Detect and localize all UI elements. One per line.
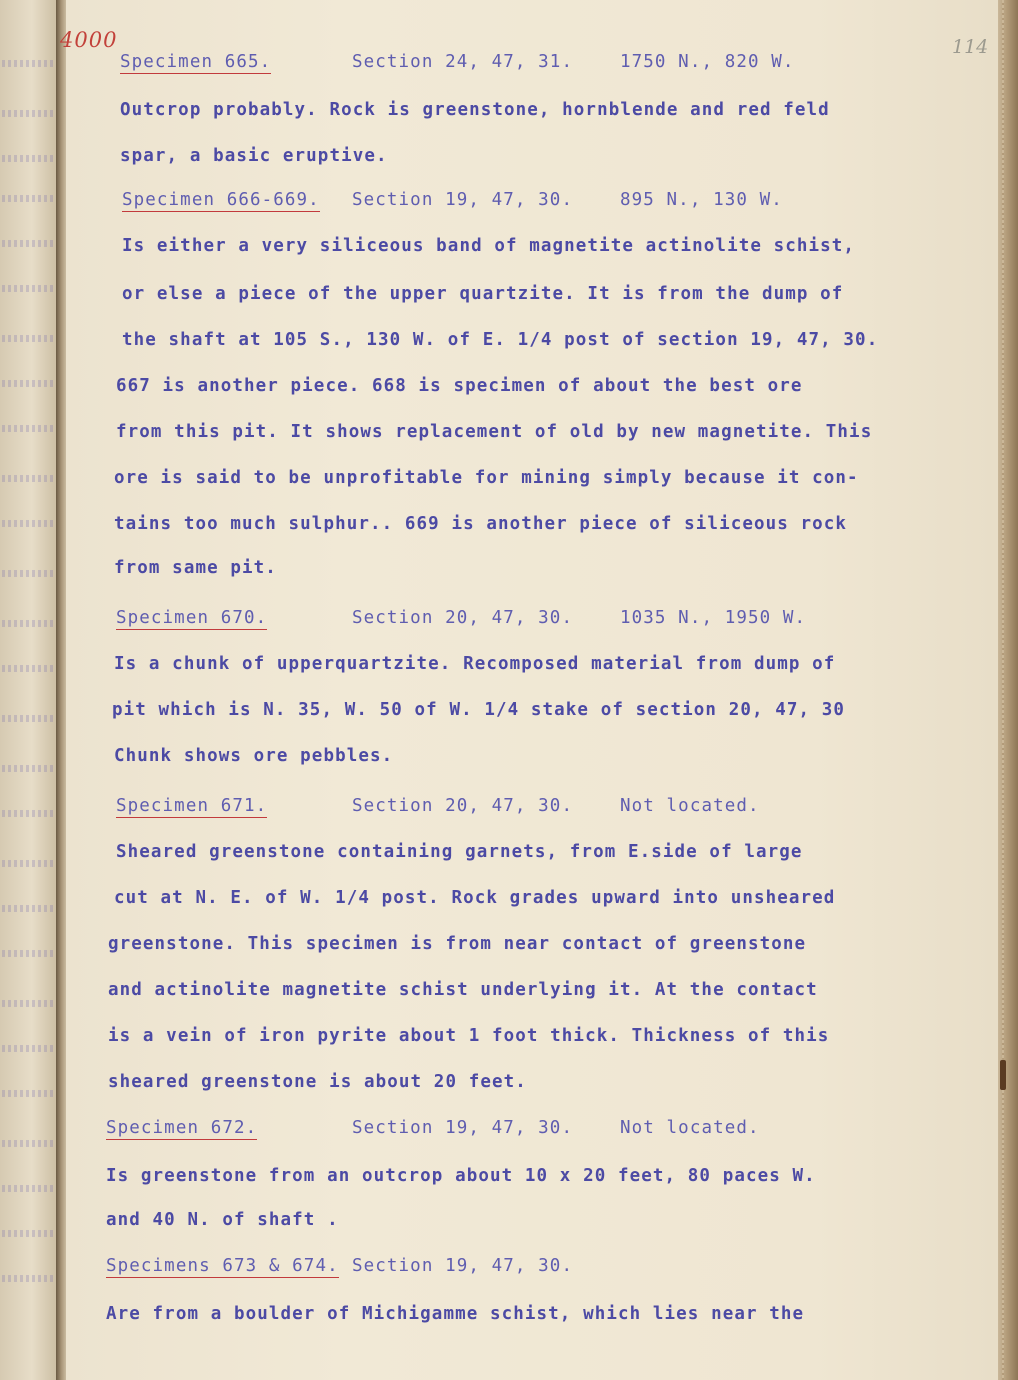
specimen-label: Specimen 665. xyxy=(120,52,272,72)
specimen-label: Specimen 666-669. xyxy=(122,190,320,210)
text-line: is a vein of iron pyrite about 1 foot thick. Thickness of this xyxy=(108,1026,830,1046)
specimen-label: Specimen 670. xyxy=(116,608,268,628)
bookmark-tab xyxy=(1000,1060,1006,1090)
text-line: Is either a very siliceous band of magnetite actinolite schist, xyxy=(122,236,856,256)
survey-coordinates: Not located. xyxy=(620,1118,760,1138)
previous-page-edge xyxy=(0,0,58,1380)
text-line: Is greenstone from an outcrop about 10 x 20 feet, 80 paces W. xyxy=(106,1166,816,1186)
survey-coordinates: 1035 N., 1950 W. xyxy=(620,608,807,628)
text-line: Chunk shows ore pebbles. xyxy=(114,746,394,766)
text-line: greenstone. This specimen is from near contact of greenstone xyxy=(108,934,807,954)
text-line: tains too much sulphur.. 669 is another piece of siliceous rock xyxy=(114,514,848,534)
text-line: the shaft at 105 S., 130 W. of E. 1/4 post of section 19, 47, 30. xyxy=(122,330,879,350)
section-location: Section 20, 47, 30. xyxy=(352,608,574,628)
survey-coordinates: Not located. xyxy=(620,796,760,816)
text-line: pit which is N. 35, W. 50 of W. 1/4 stake of section 20, 47, 30 xyxy=(112,700,846,720)
section-location: Section 19, 47, 30. xyxy=(352,1118,574,1138)
text-line: ore is said to be unprofitable for mining simply because it con- xyxy=(114,468,859,488)
specimen-label: Specimen 671. xyxy=(116,796,268,816)
specimen-label: Specimens 673 & 674. xyxy=(106,1256,339,1276)
text-line: Are from a boulder of Michigamme schist, which lies near the xyxy=(106,1304,805,1324)
text-line: sheared greenstone is about 20 feet. xyxy=(108,1072,527,1092)
text-line: and 40 N. of shaft . xyxy=(106,1210,339,1230)
section-location: Section 19, 47, 30. xyxy=(352,190,574,210)
text-line: Sheared greenstone containing garnets, from E.side of large xyxy=(116,842,803,862)
page-stack-edge xyxy=(998,0,1018,1380)
page-number: 114 xyxy=(952,36,989,58)
section-location: Section 20, 47, 30. xyxy=(352,796,574,816)
text-line: spar, a basic eruptive. xyxy=(120,146,388,166)
survey-coordinates: 895 N., 130 W. xyxy=(620,190,783,210)
text-line: from same pit. xyxy=(114,558,277,578)
specimen-label: Specimen 672. xyxy=(106,1118,258,1138)
text-line: Outcrop probably. Rock is greenstone, hornblende and red feld xyxy=(120,100,830,120)
text-line: and actinolite magnetite schist underlying it. At the contact xyxy=(108,980,818,1000)
text-line: from this pit. It shows replacement of old by new magnetite. This xyxy=(116,422,873,442)
pencil-annotation: 4000 xyxy=(60,28,118,52)
text-line: or else a piece of the upper quartzite. It is from the dump of xyxy=(122,284,844,304)
section-location: Section 19, 47, 30. xyxy=(352,1256,574,1276)
survey-coordinates: 1750 N., 820 W. xyxy=(620,52,795,72)
text-line: cut at N. E. of W. 1/4 post. Rock grades upward into unsheared xyxy=(114,888,836,908)
section-location: Section 24, 47, 31. xyxy=(352,52,574,72)
text-line: Is a chunk of upperquartzite. Recomposed material from dump of xyxy=(114,654,836,674)
text-line: 667 is another piece. 668 is specimen of about the best ore xyxy=(116,376,803,396)
typed-page xyxy=(60,0,998,1380)
